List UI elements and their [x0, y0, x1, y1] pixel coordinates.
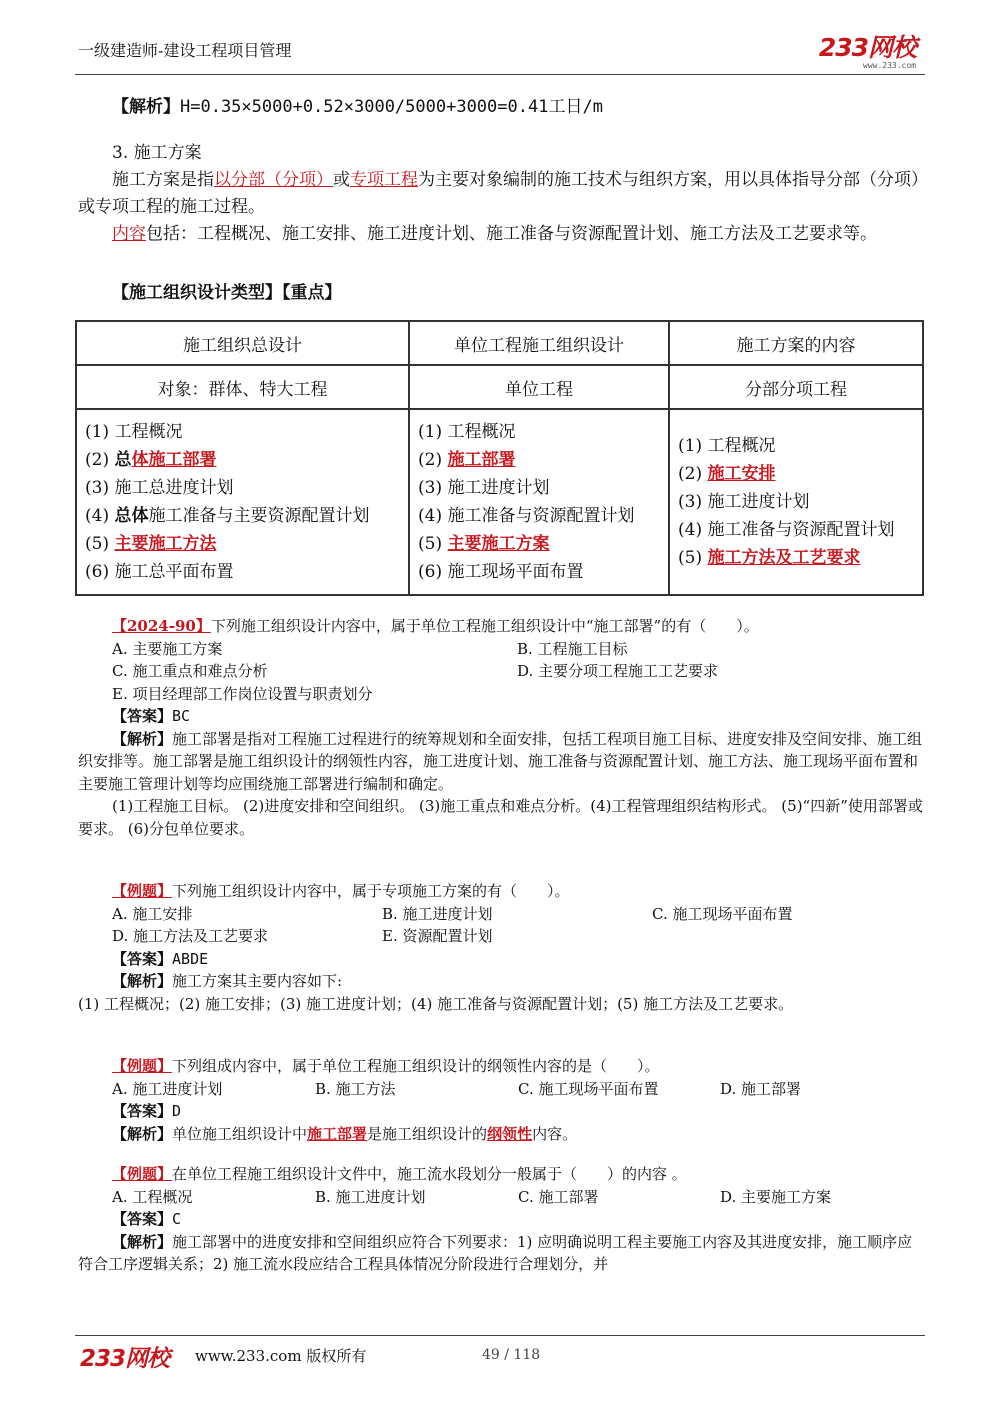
highlight-gangling: 纲领性	[487, 1124, 533, 1143]
list-item: (4) 总体施工准备与主要资源配置计划	[85, 506, 370, 526]
table-object-cell: 分部分项工程	[669, 365, 923, 409]
option-b: B. 施工方法	[315, 1079, 396, 1098]
option-a: A. 主要施工方案	[112, 639, 223, 658]
analysis-text: 施工方案其主要内容如下:	[172, 972, 343, 990]
highlight-zhuanxiang: 专项工程	[350, 170, 418, 190]
question-tag: 【例题】	[112, 1165, 173, 1183]
table-list-cell	[669, 409, 923, 595]
question-tag: 【例题】	[112, 1057, 173, 1075]
document-header-title: 一级建造师-建设工程项目管理	[78, 41, 292, 60]
page-number: 49 / 118	[482, 1347, 541, 1363]
formula: H=0.35×5000+0.52×3000/5000+3000=0.41工日/m	[180, 97, 603, 117]
table-object-cell: 单位工程	[409, 365, 669, 409]
question-example-1	[78, 880, 924, 1015]
question-2024-90	[78, 615, 924, 840]
definition-paragraph: 施工方案是指以分部（分项）或专项工程为主要对象编制的施工技术与组织方案，用以具体指导分部（分项）或专项工程的施工过程。	[78, 170, 920, 217]
answer-value: C	[172, 1210, 182, 1228]
option-d: D. 施工部署	[720, 1079, 802, 1098]
analysis-label: 【解析】	[112, 1232, 173, 1251]
highlight-neirong: 内容	[112, 224, 146, 244]
list-item: (1) 工程概况	[85, 422, 183, 442]
option-e: E. 项目经理部工作岗位设置与职责划分	[112, 684, 373, 703]
table-list-cell	[409, 409, 669, 595]
list-item: (2) 总体施工部署	[85, 450, 217, 470]
answer-value: D	[172, 1102, 182, 1120]
table-heading: 【施工组织设计类型】【重点】	[112, 283, 342, 303]
option-d: D. 主要分项工程施工工艺要求	[517, 662, 719, 680]
footer-divider	[75, 1335, 925, 1336]
logo-url: www.233.com	[863, 61, 916, 70]
table-list-cell	[76, 409, 409, 595]
answer-label: 【答案】	[112, 1210, 173, 1228]
analysis-label: 【解析】	[112, 972, 173, 990]
option-c: C. 施工重点和难点分析	[112, 662, 268, 680]
list-item: (2) 施工安排	[678, 464, 776, 484]
option-b: B. 施工进度计划	[315, 1187, 426, 1206]
list-item: (5) 主要施工方法	[85, 534, 217, 554]
analysis-points: (1)工程施工目标。 (2)进度安排和空间组织。 (3)施工重点和难点分析。(4)工程管理组织结构形式。 (5)“四新”使用部署或要求。 (6)分包单位要求。	[78, 797, 923, 838]
analysis-text: 施工部署是指对工程施工过程进行的统筹规划和全面安排，包括工程项目施工目标、进度安排及空间安排、施工组织安排等。施工部署是施工组织设计的纲领性内容，施工进度计划、施工准备与资源配置计划、施工方法、施工现场平面布置和主要施工管理计划等均应围绕施工部署进行编制和确定。	[78, 729, 923, 793]
table-header-cell: 施工组织总设计	[76, 321, 409, 365]
answer-value: BC	[172, 707, 191, 725]
option-d: D. 施工方法及工艺要求	[112, 927, 269, 945]
question-stem: 下列施工组织设计内容中，属于单位工程施工组织设计中“施工部署”的有（ ）。	[210, 617, 759, 635]
highlight-shigongbushu: 施工部署	[307, 1124, 368, 1143]
list-item: (6) 施工总平面布置	[85, 562, 234, 582]
question-stem: 下列施工组织设计内容中，属于专项施工方案的有（ ）。	[172, 882, 570, 900]
footer-copyright: www.233.com 版权所有	[195, 1347, 367, 1365]
footer-logo[interactable]: 233网校	[80, 1346, 170, 1372]
section-number: 3.	[112, 143, 129, 163]
question-stem: 在单位工程施工组织设计文件中，施工流水段划分一般属于（ ）的内容 。	[172, 1165, 687, 1183]
header-divider	[75, 74, 925, 75]
question-tag: 【例题】	[112, 882, 173, 900]
option-a: A. 施工安排	[112, 904, 193, 923]
list-item: (3) 施工进度计划	[418, 478, 550, 498]
analysis-label: 【解析】	[112, 1124, 173, 1143]
list-item: (1) 工程概况	[678, 436, 776, 456]
section-title: 施工方案	[133, 143, 202, 163]
list-item: (3) 施工进度计划	[678, 492, 810, 512]
table-header-cell: 单位工程施工组织设计	[409, 321, 669, 365]
table-header-cell: 施工方案的内容	[669, 321, 923, 365]
analysis-text: 施工部署中的进度安排和空间组织应符合下列要求：1) 应明确说明工程主要施工内容及其进度安排，施工顺序应符合工序逻辑关系；2) 施工流水段应结合工程具体情况分阶段进行合理划分，并	[78, 1232, 913, 1273]
option-b: B. 施工进度计划	[382, 904, 493, 923]
list-item: (1) 工程概况	[418, 422, 516, 442]
analysis-points: (1) 工程概况；(2) 施工安排；(3) 施工进度计划；(4) 施工准备与资源配置计划；(5) 施工方法及工艺要求。	[78, 994, 794, 1013]
brand-logo[interactable]	[819, 28, 916, 70]
option-c: C. 施工现场平面布置	[518, 1079, 659, 1098]
option-a: A. 工程概况	[112, 1187, 193, 1206]
analysis-label: 【解析】	[112, 97, 180, 117]
option-d: D. 主要施工方案	[720, 1187, 832, 1206]
option-c: C. 施工部署	[518, 1187, 599, 1206]
answer-label: 【答案】	[112, 1102, 173, 1120]
question-tag: 【2024-90】	[112, 617, 211, 635]
logo-text: 233网校	[818, 33, 916, 62]
answer-label: 【答案】	[112, 949, 173, 968]
option-c: C. 施工现场平面布置	[652, 904, 793, 923]
list-item: (5) 主要施工方案	[418, 534, 550, 554]
question-example-2: 【例题】下列组成内容中，属于单位工程施工组织设计的纲领性内容的是（ ）。 A. 施工进度计划 B. 施工方法 C. 施工现场平面布置 D. 施工部署 【答案】D 【解析】单位施工组织设计中施工部署是施工组织设计的纲领性内容。	[112, 1057, 802, 1143]
analysis-label: 【解析】	[112, 729, 173, 748]
answer-label: 【答案】	[112, 707, 173, 725]
content-paragraph: 内容包括：工程概况、施工安排、施工进度计划、施工准备与资源配置计划、施工方法及工艺要求等。	[112, 224, 877, 244]
section-3	[78, 140, 924, 248]
list-item: (2) 施工部署	[418, 450, 516, 470]
answer-value: ABDE	[172, 949, 209, 968]
list-item: (6) 施工现场平面布置	[418, 562, 584, 582]
formula-line	[78, 94, 924, 121]
list-item: (4) 施工准备与资源配置计划	[678, 520, 895, 540]
list-item: (3) 施工总进度计划	[85, 478, 234, 498]
question-stem: 下列组成内容中，属于单位工程施工组织设计的纲领性内容的是（ ）。	[172, 1057, 660, 1075]
highlight-fenbu: 以分部（分项）	[214, 170, 333, 190]
question-example-3	[78, 1163, 924, 1276]
design-types-table	[75, 320, 924, 596]
option-a: A. 施工进度计划	[112, 1079, 223, 1098]
list-item: (5) 施工方法及工艺要求	[678, 548, 861, 568]
option-b: B. 工程施工目标	[517, 639, 628, 658]
table-object-cell: 对象：群体、特大工程	[76, 365, 409, 409]
option-e: E. 资源配置计划	[382, 927, 493, 945]
list-item: (4) 施工准备与资源配置计划	[418, 506, 635, 526]
